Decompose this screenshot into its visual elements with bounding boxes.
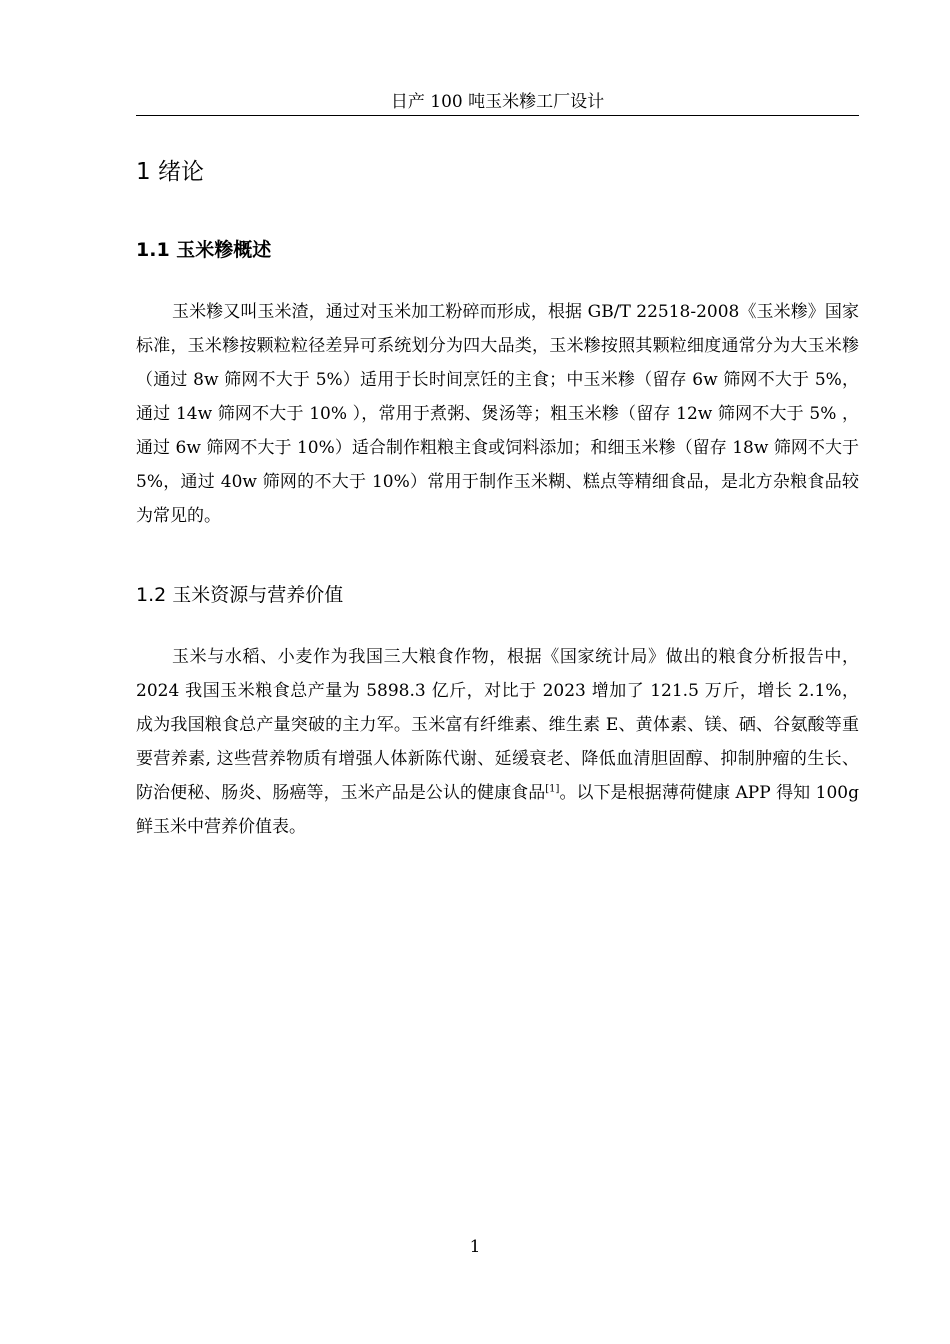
page-number: 1 [469,1237,481,1257]
section-heading-1-1: 1.1 玉米糁概述 [136,239,272,261]
section-heading-1-2: 1.2 玉米资源与营养价值 [136,584,344,606]
section-1-1-paragraph: 玉米糁又叫玉米渣，通过对玉米加工粉碎而形成，根据 GB/T 22518-2008《玉米糁》国家标准，玉米糁按颗粒粒径差异可系统划分为四大品类，玉米糁按照其颗粒细度通常分为大玉米糁（通过 8w 筛网不大于 5%）适用于长时间烹饪的主食；中玉米糁（留存 6w 筛网不大于 5%，通过 14w 筛网不大于 10% ），常用于煮粥、煲汤等；粗玉米糁（留存 12w 筛网不大于 5% ，通过 6w 筛网不大于 10%）适合制作粗粮主食或饲料添加；和细玉米糁（留存 18w 筛网不大于 5%，通过 40w 筛网的不大于 10%）常用于制作玉米糊、糕点等精细食品，是北方杂粮食品较为常见的。 [136,302,859,526]
chapter-title: 1 绪论 [136,159,204,185]
section-1-2-tail-text: 。以下是根据薄荷健康 APP 得知 100g 鲜玉米中营养价值表。 [136,783,859,837]
citation-reference[interactable]: [1] [545,783,560,795]
section-1-2-body-text: 玉米与水稻、小麦作为我国三大粮食作物，根据《国家统计局》做出的粮食分析报告中，2024 我国玉米粮食总产量为 5898.3 亿斤，对比于 2023 增加了 121.5 万斤，增长 2.1%，成为我国粮食总产量突破的主力军。玉米富有纤维素、维生素 E、黄体素、镁、硒、谷氨酸等重要营养素, 这些营养物质有增强人体新陈代谢、延缓衰老、降低血清胆固醇、抑制肿瘤的生长、防治便秘、肠炎、肠癌等，玉米产品是公认的健康食品 [136,647,859,803]
running-header: 日产 100 吨玉米糁工厂设计 [136,92,859,116]
section-1-2-paragraph [136,640,859,844]
